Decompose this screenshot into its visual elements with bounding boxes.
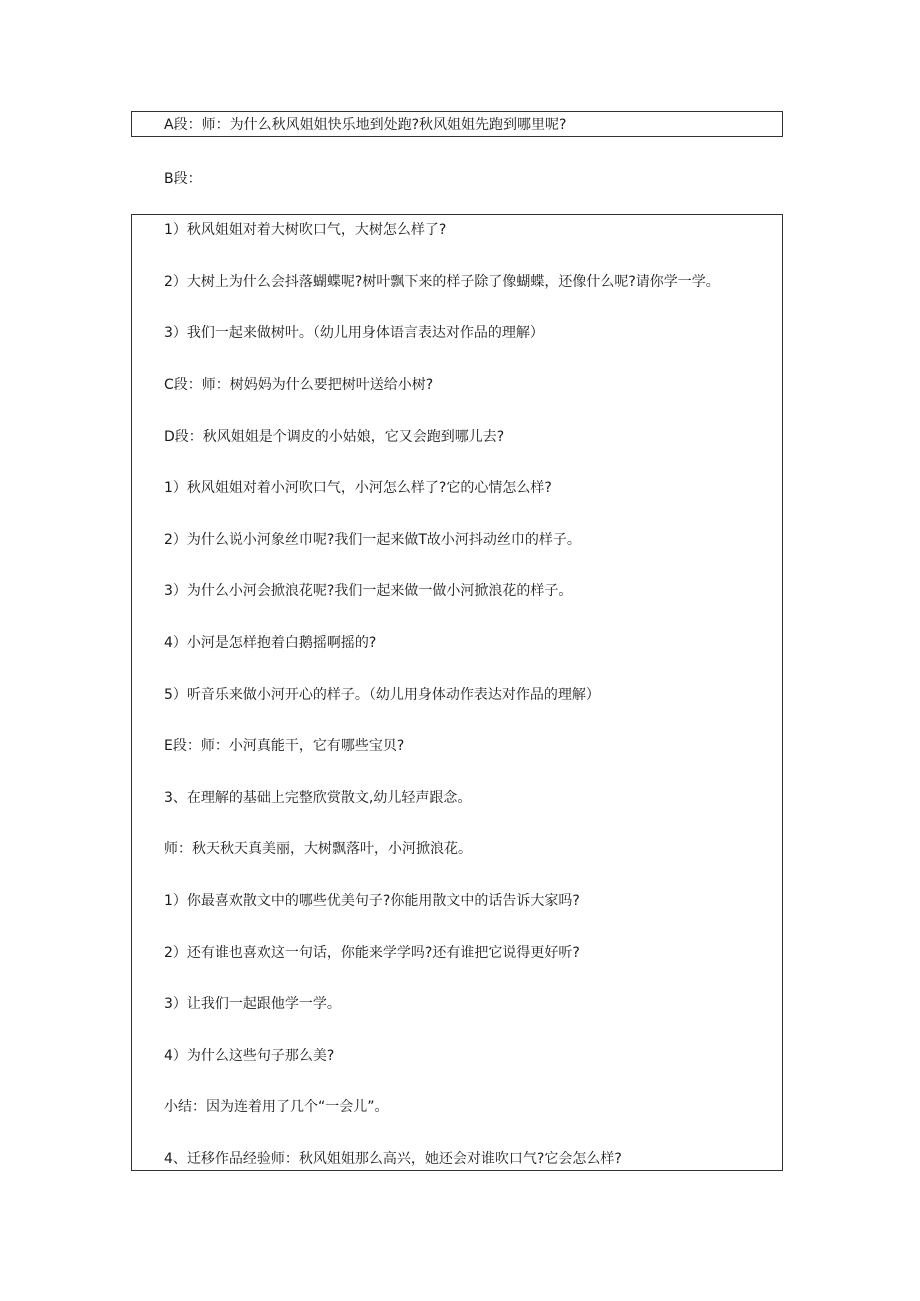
list-item: 4）为什么这些句子那么美? (164, 1048, 335, 1064)
list-item: 3）让我们一起跟他学一学。 (164, 996, 341, 1012)
list-item: 1）秋风姐姐对着大树吹口气，大树怎么样了? (164, 222, 447, 238)
list-item: 1）你最喜欢散文中的哪些优美句子?你能用散文中的话告诉大家吗? (164, 893, 580, 909)
list-item: 2）还有谁也喜欢这一句话，你能来学学吗?还有谁把它说得更好听? (164, 945, 580, 961)
step-heading: 4、迁移作品经验师：秋风姐姐那么高兴，她还会对谁吹口气?它会怎么样? (164, 1151, 622, 1167)
section-e-question: E段：师：小河真能干，它有哪些宝贝? (164, 738, 405, 754)
teacher-line: 师：秋天秋天真美丽，大树飘落叶，小河掀浪花。 (164, 841, 472, 857)
step-heading: 3、在理解的基础上完整欣赏散文,幼儿轻声跟念。 (164, 790, 472, 806)
section-b-label: B段： (164, 171, 202, 187)
list-item: 5）听音乐来做小河开心的样子。（幼儿用身体动作表达对作品的理解） (164, 687, 600, 703)
section-a-question: A段：师：为什么秋风姐姐快乐地到处跑?秋风姐姐先跑到哪里呢? (164, 117, 567, 133)
list-item: 3）为什么小河会掀浪花呢?我们一起来做一做小河掀浪花的样子。 (164, 583, 573, 599)
list-item: 3）我们一起来做树叶。（幼儿用身体语言表达对作品的理解） (164, 325, 544, 341)
section-c-question: C段：师：树妈妈为什么要把树叶送给小树? (164, 377, 434, 393)
list-item: 1）秋风姐姐对着小河吹口气，小河怎么样了?它的心情怎么样? (164, 480, 552, 496)
summary-line: 小结：因为连着用了几个“一会儿”。 (164, 1099, 389, 1115)
list-item: 2）大树上为什么会抖落蝴蝶呢?树叶飘下来的样子除了像蝴蝶，还像什么呢?请你学一学。 (164, 274, 720, 290)
list-item: 4）小河是怎样抱着白鹅摇啊摇的? (164, 635, 377, 651)
section-d-question: D段：秋风姐姐是个调皮的小姑娘，它又会跑到哪儿去? (164, 429, 505, 445)
list-item: 2）为什么说小河象丝巾呢?我们一起来做T故小河抖动丝巾的样子。 (164, 532, 581, 548)
